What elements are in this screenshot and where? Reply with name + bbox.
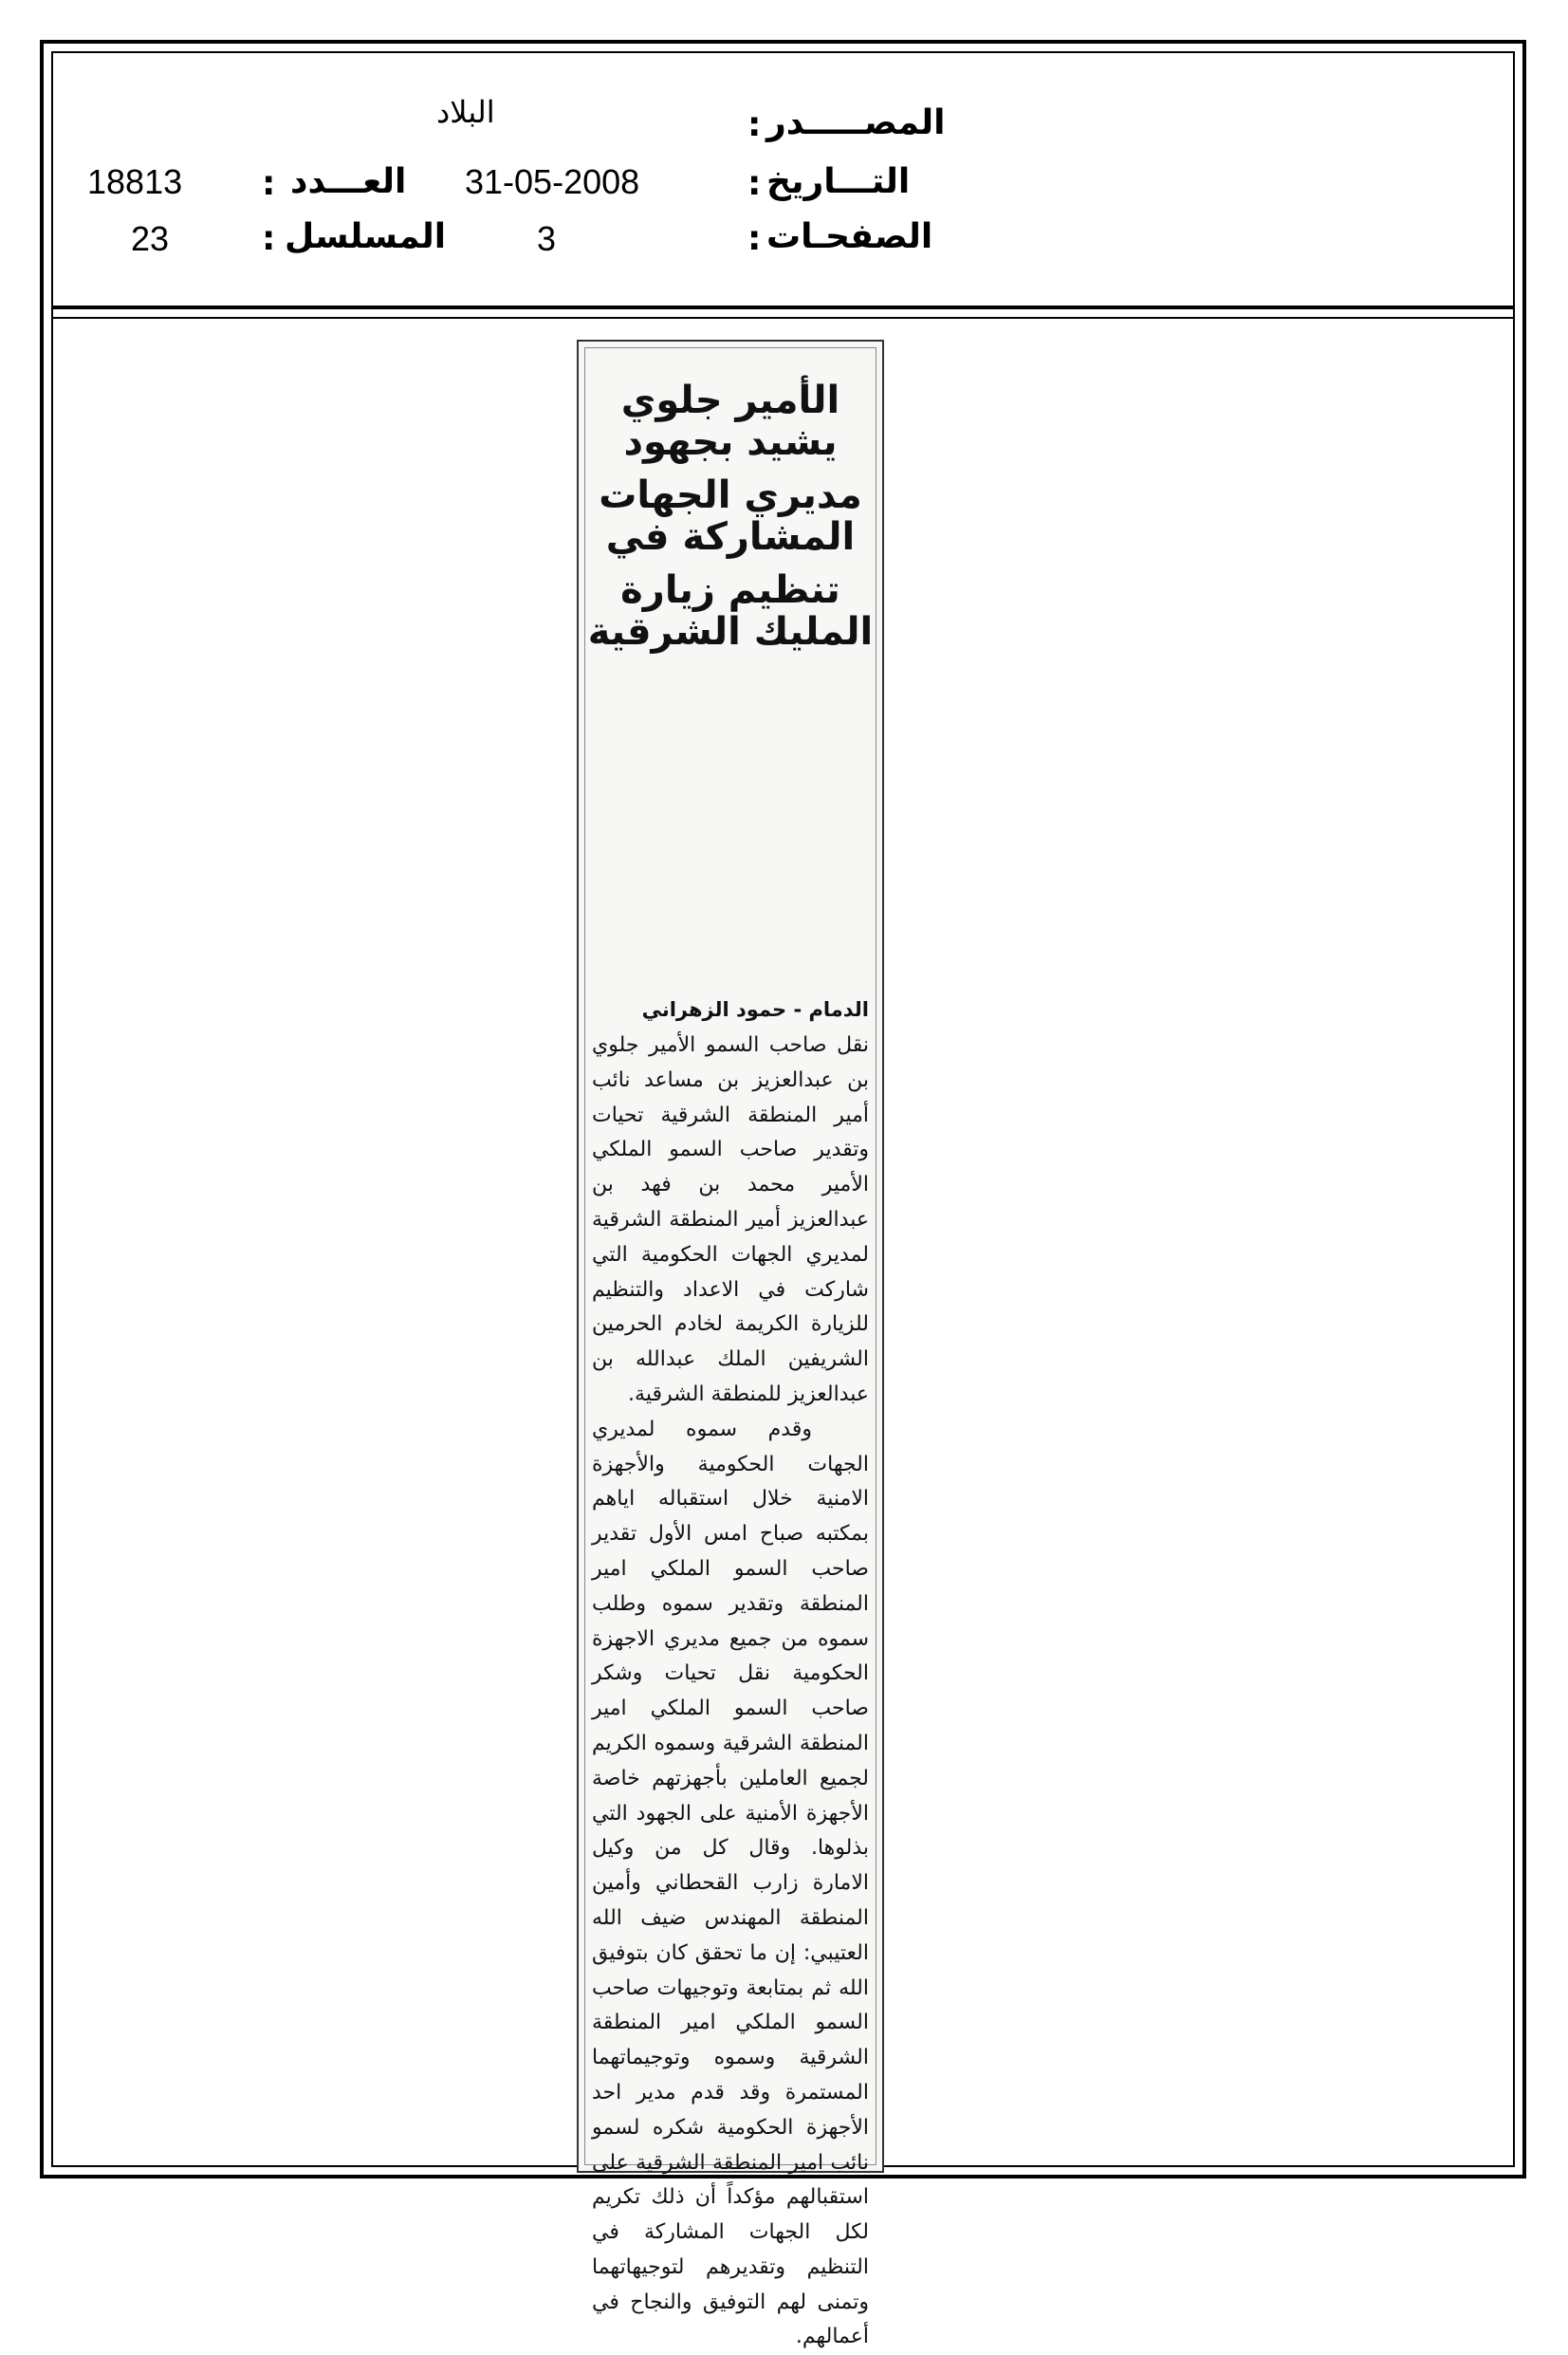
date-colon: : xyxy=(747,164,762,203)
newspaper-clipping xyxy=(577,340,884,2349)
source-colon: : xyxy=(747,105,762,144)
issue-value: 18813 xyxy=(87,162,183,201)
headline-line-3: تنظيم زيارة المليك الشرقية xyxy=(587,568,874,654)
serial-colon: : xyxy=(262,219,276,258)
serial-label: المسلسل xyxy=(285,217,447,256)
source-label: المصـــــدر xyxy=(766,103,946,142)
article-paragraph-1: نقل صاحب السمو الأمير جلوي بن عبدالعزيز بن مساعد نائب أمير المنطقة الشرقية تحيات وتقدير صاحب السمو الملكي الأمير محمد بن فهد بن عبدالعزيز أمير المنطقة الشرقية لمديري الجهات الحكومية التي شاركت في الاعداد والتنظيم للزيارة الكريمة لخادم الحرمين الشريفين الملك عبدالله بن عبدالعزيز للمنطقة الشرقية. xyxy=(592,1033,869,1406)
source-value: البلاد xyxy=(436,95,495,129)
headline-line-2: مديري الجهات المشاركة في xyxy=(599,473,862,559)
issue-label: العـــدد xyxy=(290,162,407,201)
article-body xyxy=(592,1029,869,2355)
article-paragraph-2: وقدم سموه لمديري الجهات الحكومية والأجهزة الامنية خلال استقباله اياهم بمكتبه صباح امس الأول تقدير صاحب السمو الملكي امير المنطقة وتقدير سموه وطلب سموه من جميع مديري الاجهزة الحكومية نقل تحيات وشكر صاحب السمو الملكي امير المنطقة الشرقية وسموه الكريم لجميع العاملين بأجهزتهم خاصة الأجهزة الأمنية على الجهود التي بذلوها. وقال كل من وكيل الامارة زارب القحطاني وأمين المنطقة المهندس ضيف الله العتيبي: إن ما تحقق كان بتوفيق الله ثم بمتابعة وتوجيهات صاحب السمو الملكي امير المنطقة الشرقية وسموه وتوجيماتهما المستمرة وقد قدم مدير احد الأجهزة الحكومية شكره لسمو نائب امير المنطقة الشرقية على استقبالهم مؤكداً أن ذلك تكريم لكل الجهات المشاركة في التنظيم وتقديرهم لتوجيهاتهما وتمنى لهم التوفيق والنجاح في أعمالهم. xyxy=(592,1417,869,2349)
header-divider-thin xyxy=(51,317,1515,319)
headline-line-1: الأمير جلوي يشيد بجهود xyxy=(620,379,840,464)
pages-colon: : xyxy=(747,219,762,258)
serial-value: 23 xyxy=(131,219,170,258)
header-divider xyxy=(51,306,1515,309)
issue-colon: : xyxy=(262,164,276,203)
pages-value: 3 xyxy=(537,219,557,258)
date-label: التـــاريخ xyxy=(766,162,911,201)
date-value: 31-05-2008 xyxy=(465,162,640,201)
article-byline: الدمام - حمود الزهراني xyxy=(641,998,869,1021)
pages-label: الصفحـات xyxy=(766,217,933,256)
